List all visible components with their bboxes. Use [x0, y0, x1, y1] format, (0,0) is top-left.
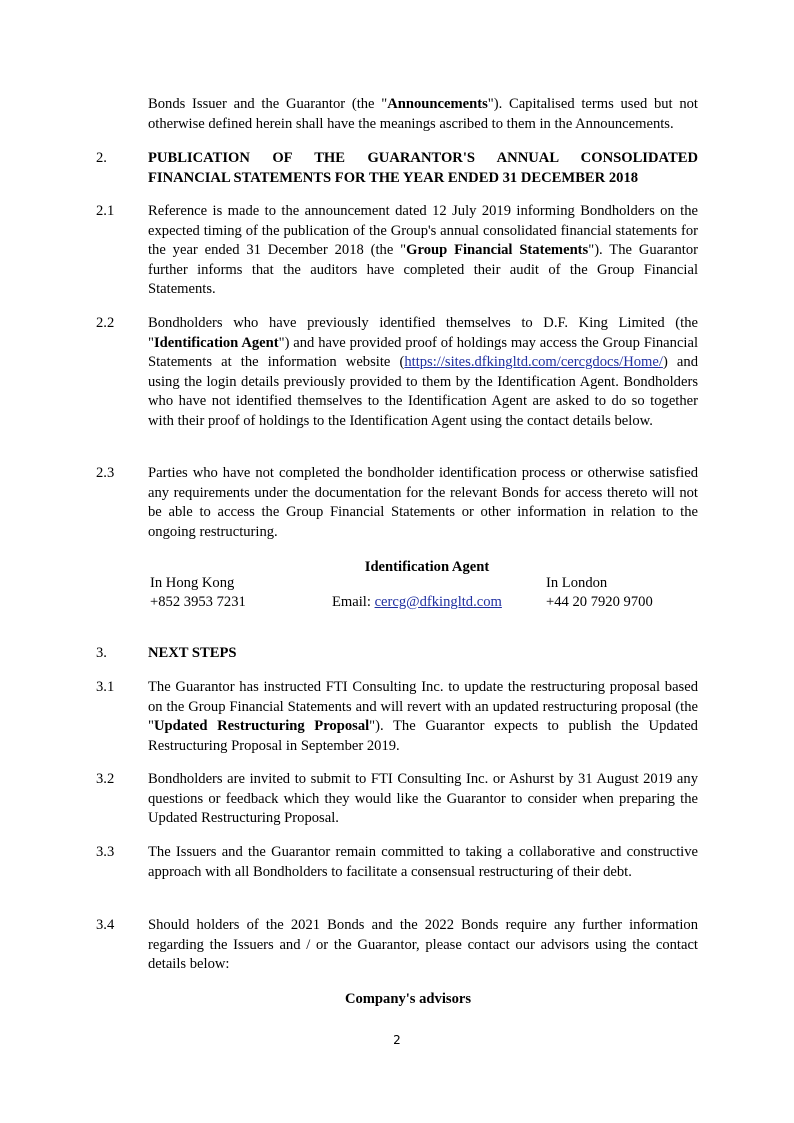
paragraph-number: 3.1 [96, 679, 115, 695]
london-phone: +44 20 7920 9700 [546, 594, 653, 610]
paragraph-number: 3.2 [96, 771, 115, 787]
section-number: 2. [96, 150, 107, 166]
section-title: NEXT STEPS [148, 645, 237, 661]
defined-term-announcements: Announcements [387, 96, 488, 112]
paragraph-number: 3.3 [96, 844, 115, 860]
document-page: Bonds Issuer and the Guarantor (the "Announcements"). Capitalised terms used but not otherwise defined herein shall have the meanings ascribed to them in the Announcements. 2. PUBLICATION OF THE GUARANTOR'S ANNUAL CONSOLIDATED FINANCIAL STATEMENTS FOR THE YEAR ENDED 31 DECEMBER 2018 2.1 Reference is made to the announcement dated 12 July 2019 informing Bondholders on the expected timing of the publication of the Group's annual consolidated financial statements for the year ended 31 December 2018 (the "Group Financial Statements"). The Guarantor further informs that the auditors have completed their audit of the Group Financial Statements. 2.2 Bondholders who have previously identified themselves to D.F. King Limited (the "Identification Agent") and have provided proof of holdings may access the Group Financial Statements at the information website (https://sites.dfkingltd.com/cercgdocs/Home/) and using the login details previously provided to them by the Identification Agent. Bondholders who have not identified themselves to the Identification Agent are asked to do so together with their proof of holdings to the Identification Agent using the contact details below. 2.3 Parties who have not completed the bondholder identification process or otherwise satisfied any requirements under the documentation for the relevant Bonds for access thereto will not be able to access the Group Financial Statements or other information in relation to the ongoing restructuring. Identification Agent In Hong Kong In London +852 3953 7231 Email: cercg@dfkingltd.com +44 20 7920 9700 3. NEXT STEPS 3.1 The Guarantor has instructed FTI Consulting Inc. to update the restructuring proposal based on the Group Financial Statements and will revert with an updated restructuring proposal (the "Updated Restructuring Proposal"). The Guarantor expects to publish the Updated Restructuring Proposal in September 2019. 3.2 Bondholders are invited to submit to FTI Consulting Inc. or Ashurst by 31 August 2019 any questions or feedback which they would like the Guarantor to consider when preparing the Updated Restructuring Proposal. 3.3 The Issuers and the Guarantor remain committed to taking a collaborative and constructive approach with all Bondholders to facilitate a consensual restructuring of their debt. 3.4 Should holders of the 2021 Bonds and the 2022 Bonds require any further information regarding the Issuers and / or the Guarantor, please contact our advisors using the contact details below: Company's advisors 2 [0, 0, 794, 1123]
paragraph-number: 2.1 [96, 203, 115, 219]
defined-term-identification-agent: Identification Agent [153, 334, 279, 351]
email-line: Email: cercg@dfkingltd.com [332, 594, 502, 610]
page-number: 2 [393, 1033, 401, 1047]
paragraph-number: 2.2 [96, 315, 115, 331]
information-website-link[interactable]: https://sites.dfkingltd.com/cercgdocs/Home/ [404, 354, 663, 370]
london-label: In London [546, 575, 608, 591]
section-title: PUBLICATION OF THE GUARANTOR'S ANNUAL CONSOLIDATED FINANCIAL STATEMENTS FOR THE YEAR ENDED 31 DECEMBER 2018 [148, 150, 698, 186]
defined-term-updated-restructuring-proposal: Updated Restructuring Proposal [153, 718, 370, 734]
email-link[interactable]: cercg@dfkingltd.com [374, 594, 502, 610]
paragraph-number: 2.3 [96, 465, 115, 481]
paragraph-number: 3.4 [96, 917, 115, 933]
defined-term-group-financial-statements: Group Financial Statements [406, 242, 589, 258]
identification-agent-title: Identification Agent [364, 559, 490, 575]
hong-kong-phone: +852 3953 7231 [150, 594, 246, 610]
section-number: 3. [96, 645, 107, 661]
hong-kong-label: In Hong Kong [150, 575, 235, 591]
company-advisors-title: Company's advisors [344, 991, 472, 1007]
